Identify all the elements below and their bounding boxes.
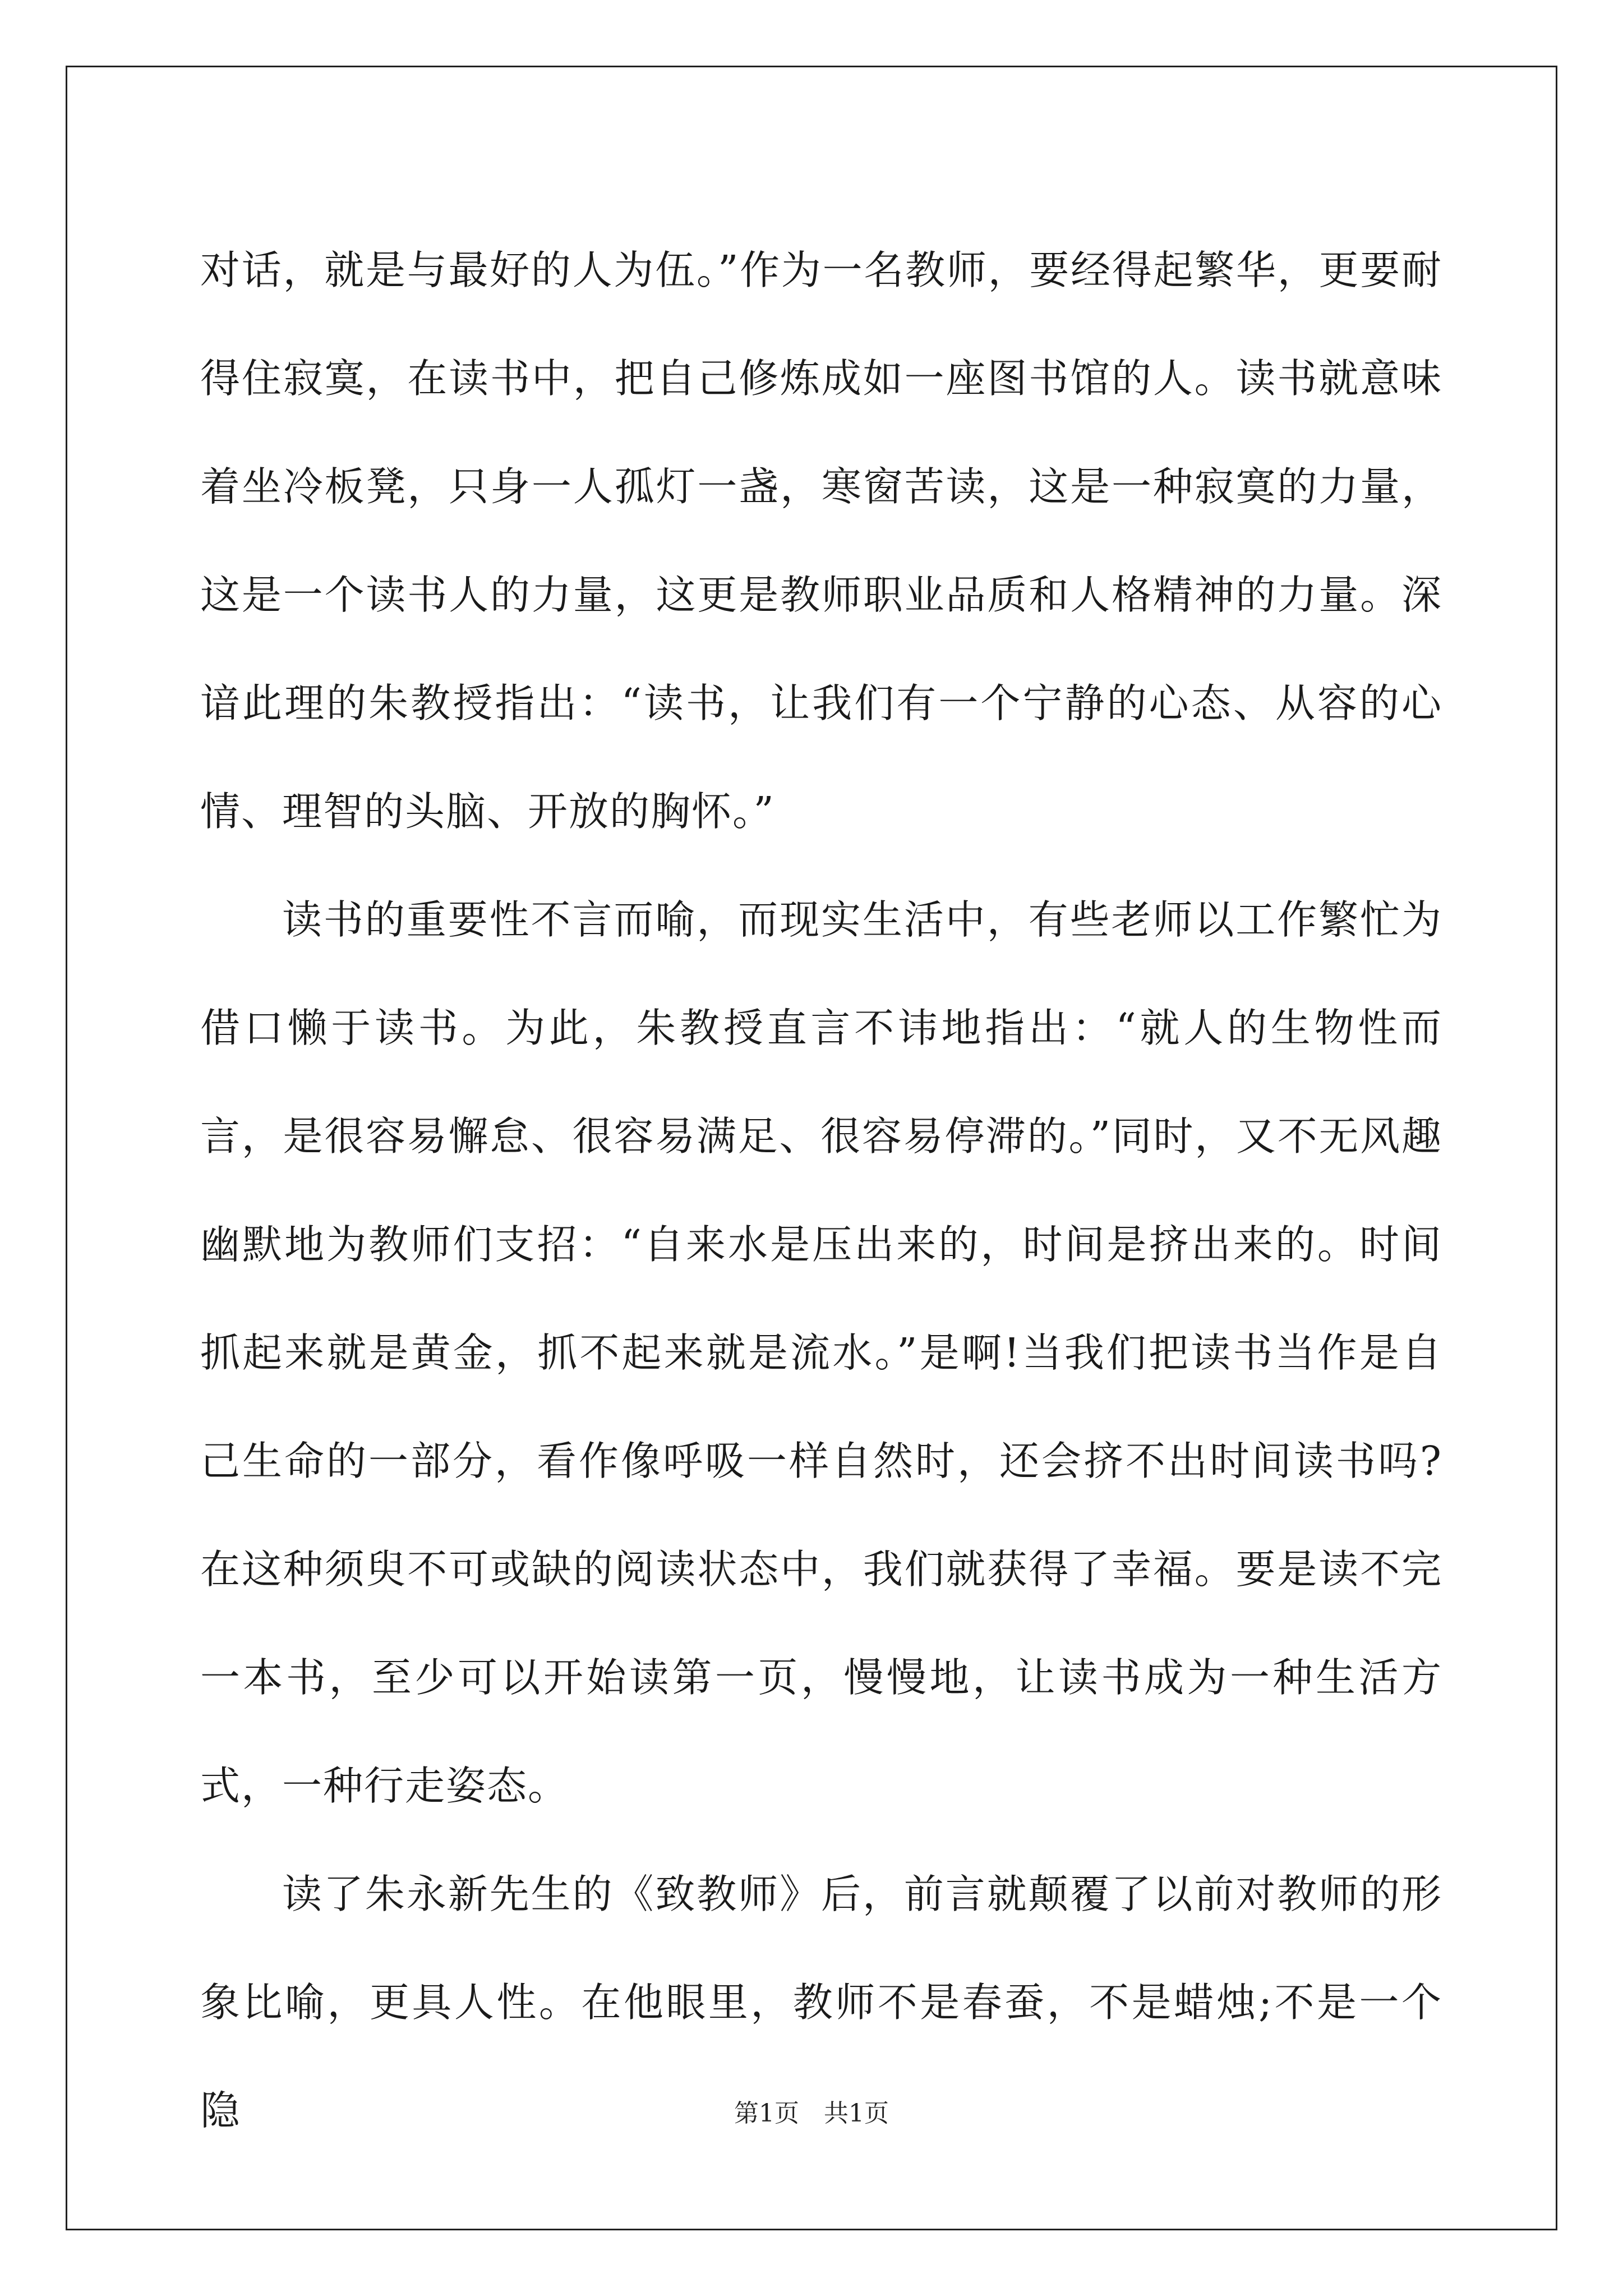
document-body (200, 216, 1442, 2165)
page-footer: 第1页 共1页 (734, 2099, 889, 2128)
paragraph-1: 对话，就是与最好的人为伍。”作为一名教师，要经得起繁华，更要耐得住寂寞，在读书中，把自己修炼成如一座图书馆的人。读书就意味着坐冷板凳，只身一人孤灯一盏，寒窗苦读，这是一种寂寞的力量，这是一个读书人的力量，这更是教师职业品质和人格精神的力量。深谙此理的朱教授指出：“读书，让我们有一个宁静的心态、从容的心情、理智的头脑、开放的胸怀。” (200, 247, 1442, 835)
paragraph-2: 读书的重要性不言而喻，而现实生活中，有些老师以工作繁忙为借口懒于读书。为此，朱教授直言不讳地指出：“就人的生物性而言，是很容易懈怠、很容易满足、很容易停滞的。”同时，又不无风趣幽默地为教师们支招：“自来水是压出来的，时间是挤出来的。时间抓起来就是黄金，抓不起来就是流水。”是啊!当我们把读书当作是自己生命的一部分，看作像呼吸一样自然时，还会挤不出时间读书吗?在这种须臾不可或缺的阅读状态中，我们就获得了幸福。要是读不完一本书，至少可以开始读第一页，慢慢地，让读书成为一种生活方式，一种行走姿态。 (200, 896, 1442, 1809)
paragraph-3: 读了朱永新先生的《致教师》后，前言就颠覆了以前对教师的形象比喻，更具人性。在他眼里，教师不是春蚕，不是蜡烛;不是一个隐 (200, 1871, 1442, 2134)
